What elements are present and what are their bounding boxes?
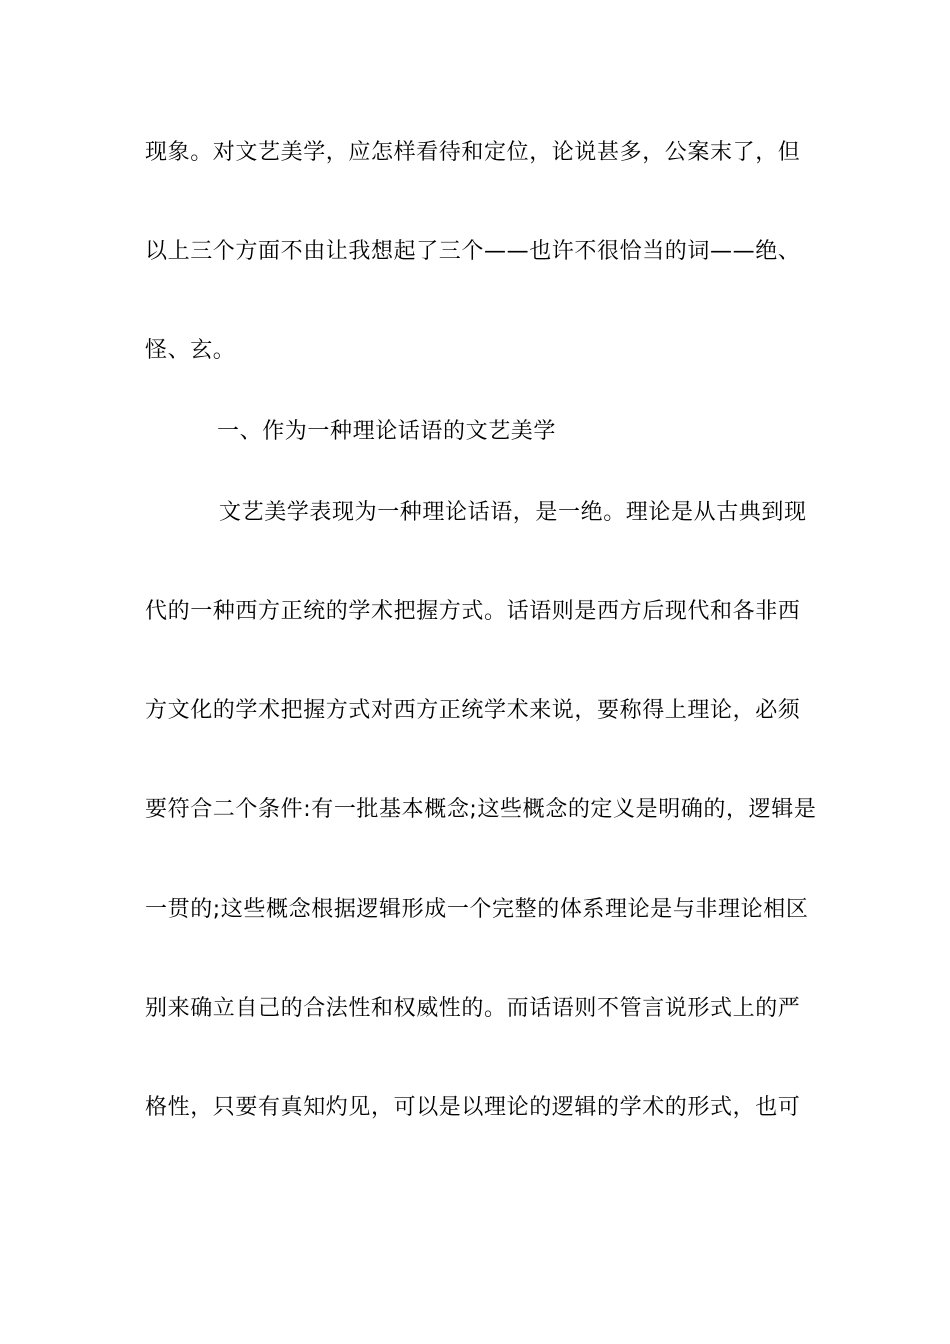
paragraph-line: 别来确立自己的合法性和权威性的。而话语则不管言说形式上的严 — [145, 996, 801, 1021]
paragraph-line: 代的一种西方正统的学术把握方式。话语则是西方后现代和各非西 — [145, 599, 801, 624]
paragraph-line: 文艺美学表现为一种理论话语，是一绝。理论是从古典到现 — [219, 500, 807, 525]
paragraph-line: 现象。对文艺美学，应怎样看待和定位，论说甚多，公案末了，但 — [145, 140, 801, 165]
paragraph-line: 格性，只要有真知灼见，可以是以理论的逻辑的学术的形式，也可 — [145, 1095, 801, 1120]
paragraph-line: 怪、玄。 — [145, 338, 236, 363]
paragraph-line: 以上三个方面不由让我想起了三个——也许不很恰当的词——绝、 — [145, 239, 801, 264]
section-heading: 一、作为一种理论话语的文艺美学 — [217, 419, 557, 444]
paragraph-line: 方文化的学术把握方式对西方正统学术来说，要称得上理论，必须 — [145, 698, 801, 723]
paragraph-line: 一贯的;这些概念根据逻辑形成一个完整的体系理论是与非理论相区 — [145, 897, 809, 922]
paragraph-line: 要符合二个条件:有一批基本概念;这些概念的定义是明确的，逻辑是 — [145, 797, 817, 822]
